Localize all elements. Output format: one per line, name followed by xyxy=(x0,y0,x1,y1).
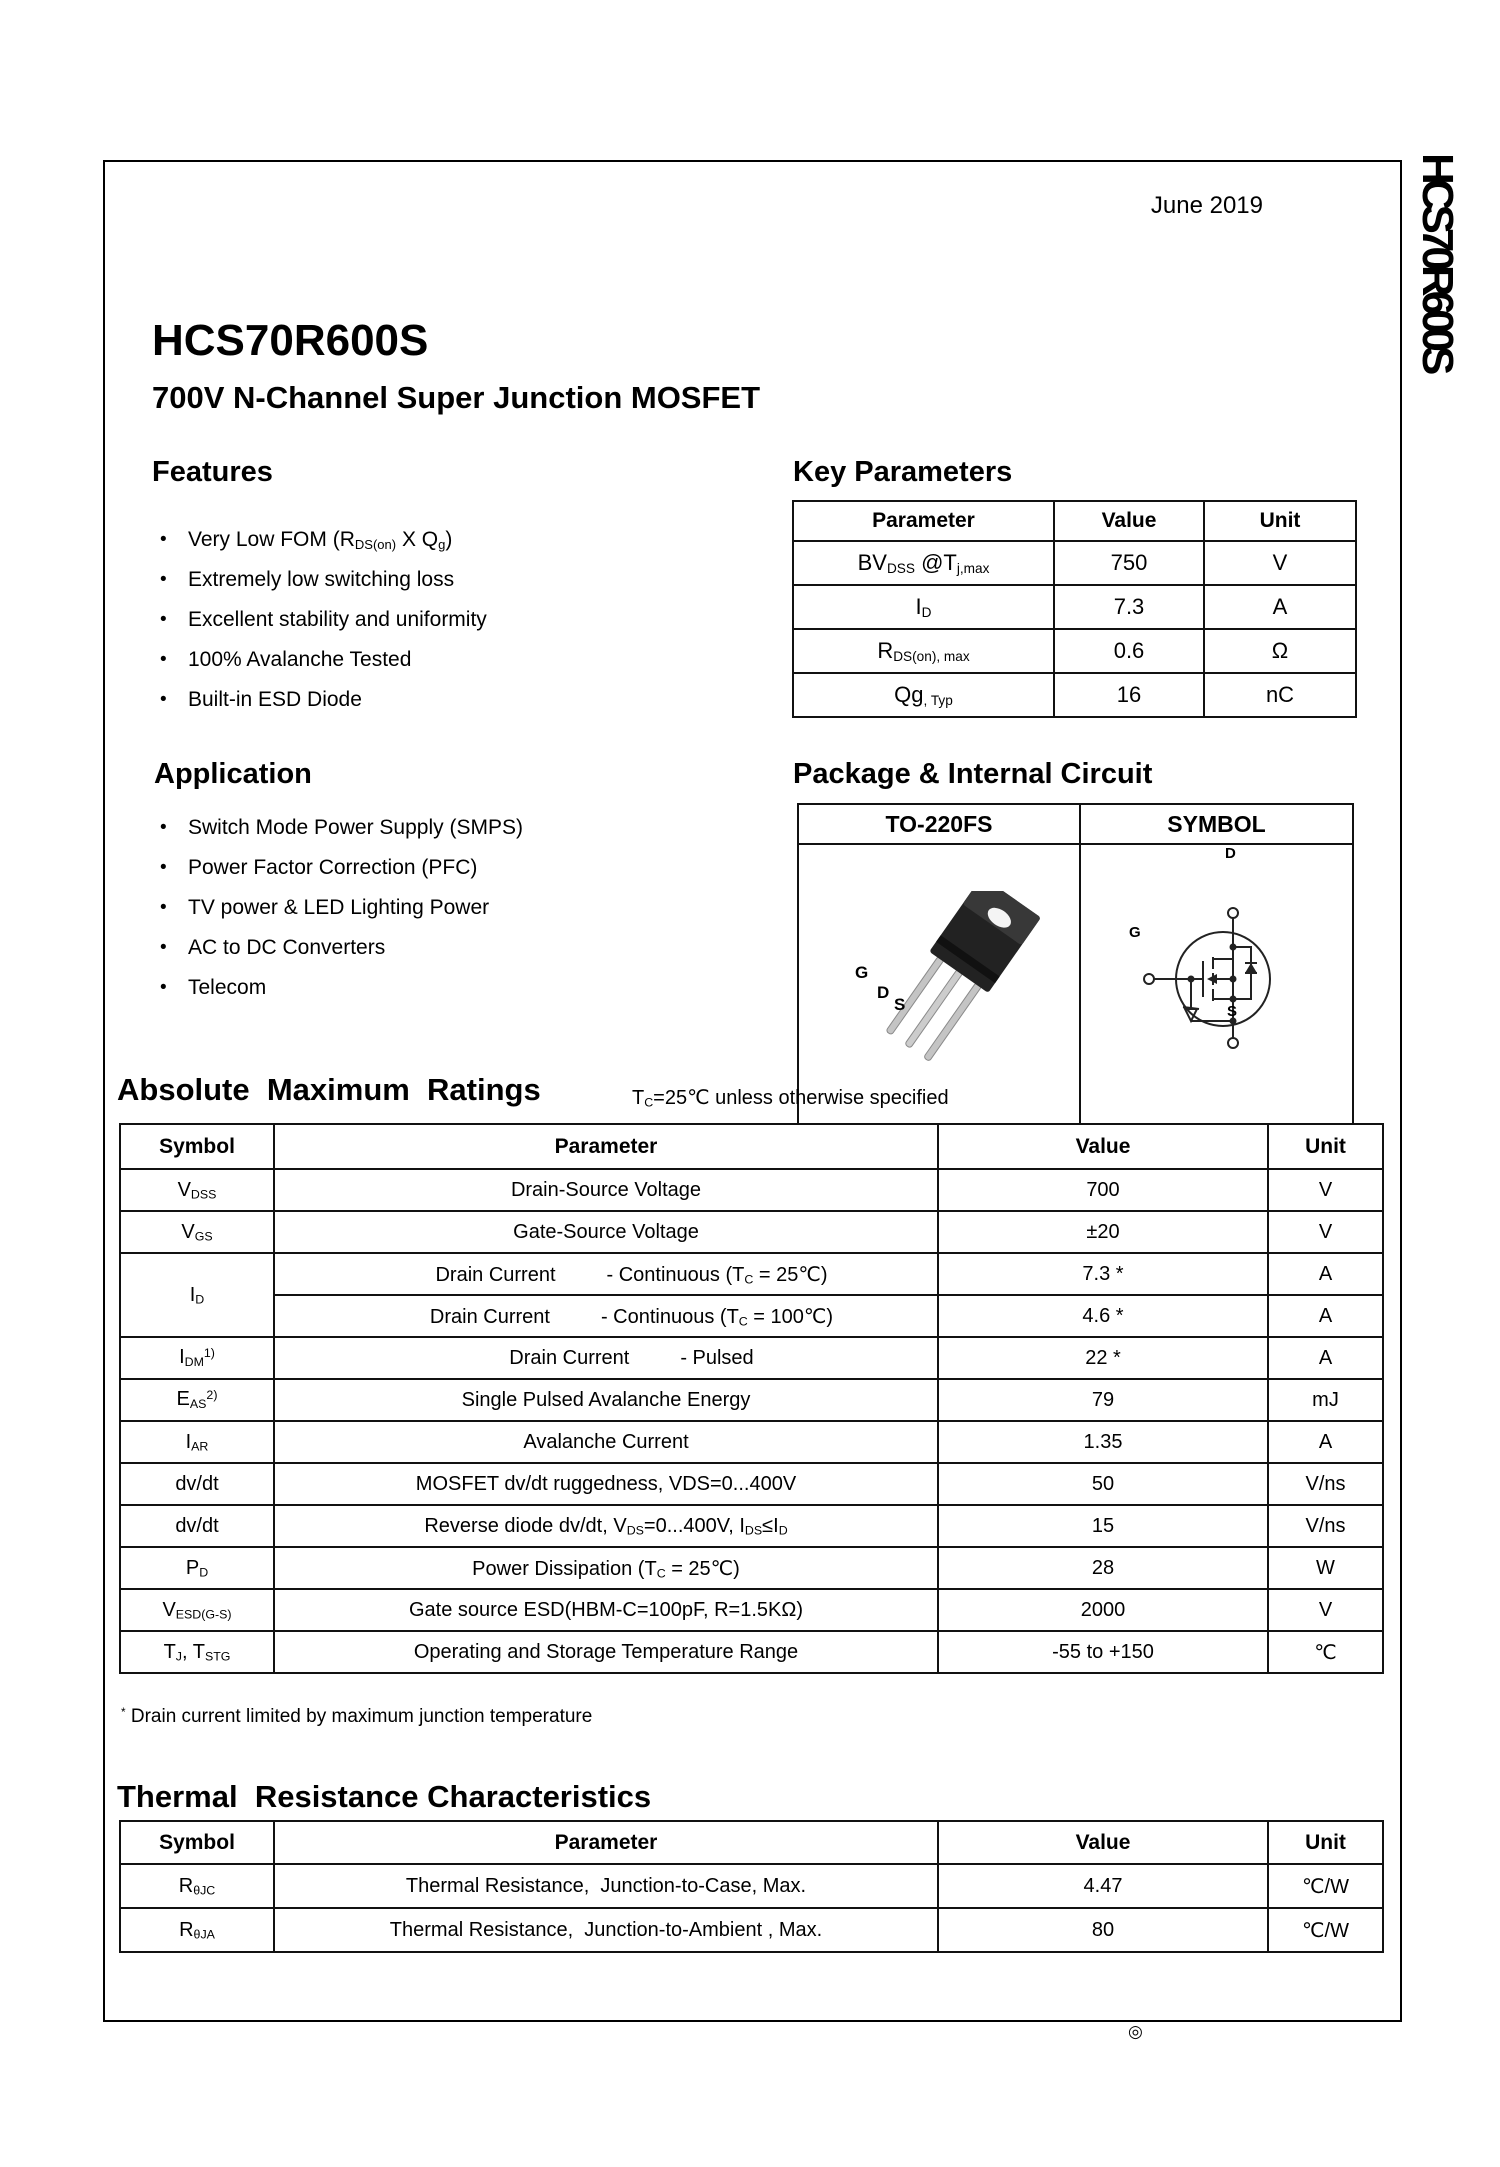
value-cell: 80 xyxy=(938,1908,1268,1952)
symbol-cell: $T_J$, $T_{STG}$ xyxy=(120,1631,274,1673)
table-row xyxy=(120,1547,1383,1589)
table-row xyxy=(793,585,1356,629)
unit-cell: V/ns xyxy=(1268,1505,1383,1547)
unit-cell: V xyxy=(1268,1589,1383,1631)
package-pin-label-g: G xyxy=(855,963,869,982)
unit-cell: ℃/W xyxy=(1268,1908,1383,1952)
abs-max-note: $T_C=25℃$ unless otherwise specified xyxy=(632,1087,949,1110)
parameter-cell: Reverse diode dv/dt, $V_{DS}=0...400V$, $I_{DS}\le I_D$ xyxy=(274,1505,938,1547)
column-header: Parameter xyxy=(793,501,1054,541)
parameter-condition: - Continuous ($T_C$ = 25℃) xyxy=(606,1263,828,1287)
column-header: Parameter xyxy=(274,1124,938,1169)
symbol-pin-label-s: S xyxy=(1227,1003,1238,1020)
package-circuit-table xyxy=(797,803,1354,1167)
parameter-name: Drain Current xyxy=(509,1346,630,1369)
table-row xyxy=(793,673,1356,717)
table-row xyxy=(120,1169,1383,1211)
value-cell: 28 xyxy=(938,1547,1268,1589)
list-item: • AC to DC Converters xyxy=(158,928,523,968)
parameter-cell xyxy=(274,1253,938,1295)
symbol-cell: $V_{ESD(G-S)}$ xyxy=(120,1589,274,1631)
value-cell: 16 xyxy=(1054,673,1204,717)
internal-circuit-cell xyxy=(1080,844,1353,1166)
value-cell: ±20 xyxy=(938,1211,1268,1253)
symbol-cell: $V_{DSS}$ xyxy=(120,1169,274,1211)
symbol-cell: $P_D$ xyxy=(120,1547,274,1589)
symbol-cell: dv/dt xyxy=(120,1463,274,1505)
table-row xyxy=(120,1589,1383,1631)
value-cell: 0.6 xyxy=(1054,629,1204,673)
table-row xyxy=(120,1505,1383,1547)
column-header: Symbol xyxy=(120,1821,274,1864)
list-item: • TV power & LED Lighting Power xyxy=(158,888,523,928)
parameter-cell: Gate source ESD(HBM-C=100pF, R=1.5KΩ) xyxy=(274,1589,938,1631)
table-row xyxy=(120,1864,1383,1908)
mosfet-symbol-drawing xyxy=(1083,891,1352,1067)
table-row xyxy=(120,1463,1383,1505)
features-heading: Features xyxy=(152,456,273,488)
side-product-tab: HCS70R600S xyxy=(1413,153,1462,370)
unit-cell: mJ xyxy=(1268,1379,1383,1421)
value-cell: 2000 xyxy=(938,1589,1268,1631)
features-list xyxy=(158,520,487,720)
unit-cell: A xyxy=(1268,1253,1383,1295)
list-item: • Excellent stability and uniformity xyxy=(158,600,487,640)
page-title: HCS70R600S xyxy=(152,316,429,365)
value-cell: 22 * xyxy=(938,1337,1268,1379)
package-pin-label-d: D xyxy=(877,983,890,1002)
unit-cell: A xyxy=(1268,1421,1383,1463)
column-header: SYMBOL xyxy=(1080,804,1353,844)
to220fs-package-image xyxy=(801,891,1079,1067)
list-item: • Extremely low switching loss xyxy=(158,560,487,600)
parameter-condition: - Continuous ($T_C$ = 100℃) xyxy=(600,1305,834,1329)
table-row xyxy=(120,1253,1383,1295)
key-parameters-table xyxy=(792,500,1357,718)
unit-cell: ℃ xyxy=(1268,1631,1383,1673)
table-row xyxy=(120,1295,1383,1337)
parameter-cell: Thermal Resistance, Junction-to-Case, Max. xyxy=(274,1864,938,1908)
symbol-cell: $V_{GS}$ xyxy=(120,1211,274,1253)
parameter-cell: Drain-Source Voltage xyxy=(274,1169,938,1211)
parameter-cell: Operating and Storage Temperature Range xyxy=(274,1631,938,1673)
table-row xyxy=(120,1421,1383,1463)
symbol-pin-label-g: G xyxy=(1129,924,1141,941)
value-cell: -55 to +150 xyxy=(938,1631,1268,1673)
symbol-cell: $R_{\theta JA}$ xyxy=(120,1908,274,1952)
list-item: • Very Low FOM ($R_{DS(on)}$ X $Q_g$) xyxy=(158,520,487,560)
symbol-cell: $I_{DM}^{1)}$ xyxy=(120,1337,274,1379)
package-pin-label-s: S xyxy=(894,995,906,1014)
column-header: Unit xyxy=(1204,501,1356,541)
table-row xyxy=(120,1211,1383,1253)
column-header: Value xyxy=(1054,501,1204,541)
parameter-cell: Gate-Source Voltage xyxy=(274,1211,938,1253)
unit-cell: W xyxy=(1268,1547,1383,1589)
table-row xyxy=(793,541,1356,585)
parameter-condition: - Pulsed xyxy=(680,1346,754,1369)
parameter-cell xyxy=(274,1337,938,1379)
table-row xyxy=(120,1908,1383,1952)
value-cell: 79 xyxy=(938,1379,1268,1421)
parameter-cell: $Qg_{, Typ}$ xyxy=(793,673,1054,717)
value-cell: 1.35 xyxy=(938,1421,1268,1463)
unit-cell: V xyxy=(1204,541,1356,585)
parameter-name: Drain Current xyxy=(435,1263,556,1286)
value-cell: 700 xyxy=(938,1169,1268,1211)
unit-cell: Ω xyxy=(1204,629,1356,673)
symbol-cell: $I_D$ xyxy=(120,1253,274,1337)
symbol-pin-label-d: D xyxy=(1225,845,1236,862)
table-row xyxy=(120,1631,1383,1673)
column-header: Value xyxy=(938,1124,1268,1169)
unit-cell: V xyxy=(1268,1169,1383,1211)
parameter-cell xyxy=(274,1295,938,1337)
column-header: Value xyxy=(938,1821,1268,1864)
parameter-name: Drain Current xyxy=(429,1305,550,1328)
list-item: • Built-in ESD Diode xyxy=(158,680,487,720)
column-header: Unit xyxy=(1268,1821,1383,1864)
unit-cell: A xyxy=(1204,585,1356,629)
value-cell: 7.3 * xyxy=(938,1253,1268,1295)
parameter-cell: $I_D$ xyxy=(793,585,1054,629)
parameter-cell: Power Dissipation ($T_C$ = 25℃) xyxy=(274,1547,938,1589)
unit-cell: A xyxy=(1268,1295,1383,1337)
unit-cell: nC xyxy=(1204,673,1356,717)
column-header: TO-220FS xyxy=(798,804,1080,844)
unit-cell: A xyxy=(1268,1337,1383,1379)
column-header: Unit xyxy=(1268,1124,1383,1169)
application-heading: Application xyxy=(154,758,312,790)
thermal-heading: Thermal Resistance Characteristics xyxy=(117,1779,652,1814)
registered-mark: ◎ xyxy=(1128,2022,1143,2041)
column-header: Symbol xyxy=(120,1124,274,1169)
symbol-cell: $E_{AS}^{2)}$ xyxy=(120,1379,274,1421)
parameter-cell: Thermal Resistance, Junction-to-Ambient , Max. xyxy=(274,1908,938,1952)
package-circuit-heading: Package & Internal Circuit xyxy=(793,758,1153,790)
symbol-cell: $I_{AR}$ xyxy=(120,1421,274,1463)
application-list xyxy=(158,808,523,1008)
abs-max-heading: Absolute Maximum Ratings xyxy=(117,1072,541,1107)
symbol-cell: $R_{\theta JC}$ xyxy=(120,1864,274,1908)
parameter-cell: Single Pulsed Avalanche Energy xyxy=(274,1379,938,1421)
package-photo-cell xyxy=(798,844,1080,1166)
parameter-cell: MOSFET dv/dt ruggedness, VDS=0...400V xyxy=(274,1463,938,1505)
abs-max-footnote: * Drain current limited by maximum junction temperature xyxy=(121,1706,593,1727)
symbol-cell: dv/dt xyxy=(120,1505,274,1547)
unit-cell: V xyxy=(1268,1211,1383,1253)
value-cell: 7.3 xyxy=(1054,585,1204,629)
unit-cell: V/ns xyxy=(1268,1463,1383,1505)
list-item: • Power Factor Correction (PFC) xyxy=(158,848,523,888)
list-item: • 100% Avalanche Tested xyxy=(158,640,487,680)
parameter-cell: $R_{DS(on), max}$ xyxy=(793,629,1054,673)
key-parameters-heading: Key Parameters xyxy=(793,456,1013,488)
page-subtitle: 700V N-Channel Super Junction MOSFET xyxy=(152,380,761,415)
thermal-table xyxy=(119,1820,1384,1953)
parameter-cell: $BV_{DSS}$ $@T_{j,max}$ xyxy=(793,541,1054,585)
value-cell: 15 xyxy=(938,1505,1268,1547)
table-row xyxy=(793,629,1356,673)
unit-cell: ℃/W xyxy=(1268,1864,1383,1908)
list-item: • Switch Mode Power Supply (SMPS) xyxy=(158,808,523,848)
parameter-cell: Avalanche Current xyxy=(274,1421,938,1463)
abs-max-table xyxy=(119,1123,1384,1674)
value-cell: 4.47 xyxy=(938,1864,1268,1908)
list-item: • Telecom xyxy=(158,968,523,1008)
value-cell: 50 xyxy=(938,1463,1268,1505)
table-row xyxy=(120,1379,1383,1421)
table-row xyxy=(120,1337,1383,1379)
column-header: Parameter xyxy=(274,1821,938,1864)
date: June 2019 xyxy=(1150,192,1263,219)
value-cell: 750 xyxy=(1054,541,1204,585)
value-cell: 4.6 * xyxy=(938,1295,1268,1337)
